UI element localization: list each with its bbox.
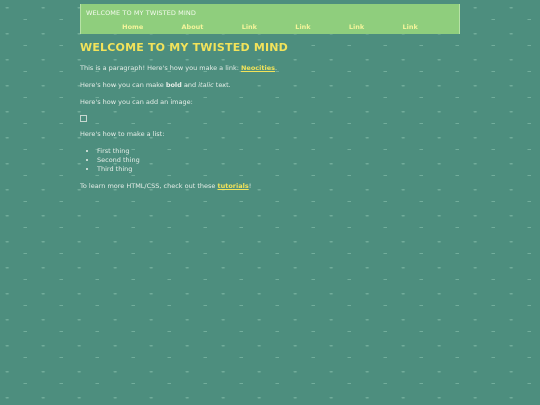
tutorials-link[interactable]: tutorials <box>217 182 249 190</box>
paragraph-text: text. <box>213 81 231 89</box>
neocities-link[interactable]: Neocities <box>240 64 275 72</box>
page-container <box>80 4 460 191</box>
paragraph-link-example <box>80 64 460 73</box>
site-header <box>80 4 460 34</box>
paragraph-format-example <box>80 81 460 90</box>
paragraph-tutorials <box>80 182 460 191</box>
nav-link-1[interactable]: Link <box>241 23 258 31</box>
paragraph-text: ! <box>248 182 252 190</box>
nav-link-3[interactable]: Link <box>348 23 365 31</box>
list-item: • First thing <box>97 147 460 156</box>
bold-text: bold <box>165 81 182 89</box>
paragraph-text: and <box>181 81 199 89</box>
nav-bar <box>81 17 459 31</box>
paragraph-text: To learn more HTML/CSS, check out these <box>80 182 218 190</box>
list-item: • Second thing <box>97 156 460 165</box>
nav-link-4[interactable]: Link <box>402 23 418 31</box>
broken-image-icon <box>80 115 87 122</box>
nav-link-about[interactable]: About <box>181 23 204 31</box>
italic-text: italic <box>198 81 214 89</box>
header-title: WELCOME TO MY TWISTED MIND <box>86 9 196 17</box>
paragraph-list-intro: Here's how to make a list: <box>80 130 165 138</box>
paragraph-image-intro: Here's how you can add an image: <box>80 98 193 106</box>
example-list <box>80 147 460 174</box>
list-item: • Third thing <box>97 165 460 174</box>
paragraph-text: . <box>275 64 278 72</box>
paragraph-text: Here's how you can make <box>80 81 166 89</box>
nav-link-2[interactable]: Link <box>295 23 311 31</box>
paragraph-text: This is a paragraph! Here's how you make a link: <box>80 64 241 72</box>
nav-link-home[interactable]: Home <box>122 23 144 31</box>
page-heading: WELCOME TO MY TWISTED MIND <box>80 41 289 54</box>
